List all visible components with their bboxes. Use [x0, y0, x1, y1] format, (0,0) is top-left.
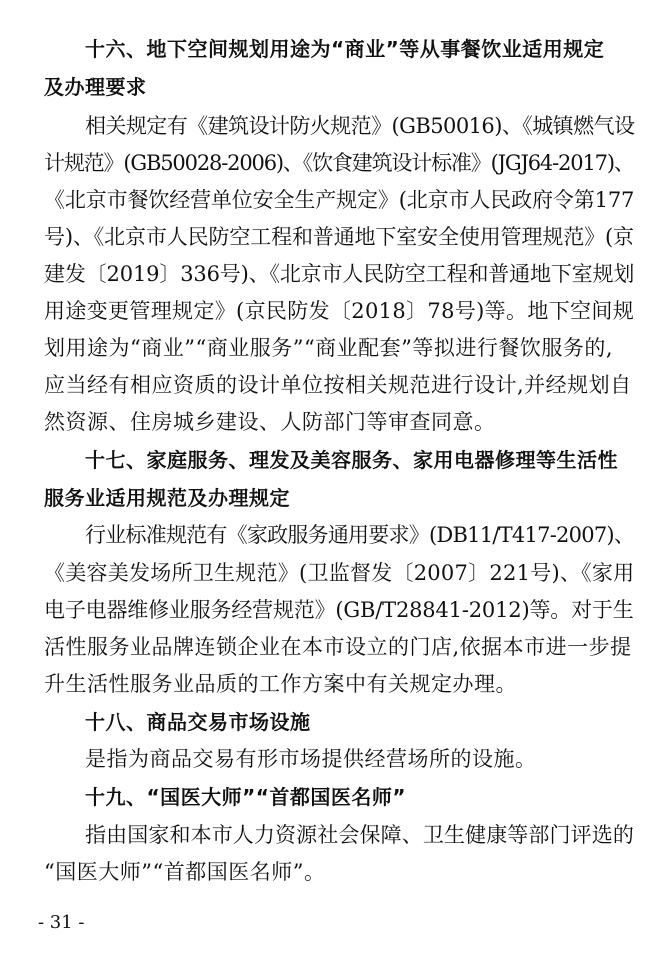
section-16-paragraph-line: 计规范》(GB50028-2006)、《饮食建筑设计标准》(JGJ64-2017)、	[44, 151, 634, 175]
section-16-paragraph-line: 然资源、住房城乡建设、人防部门等审查同意。	[44, 410, 496, 434]
section-19-paragraph-line: “国医大师”“首都国医名师”。	[44, 860, 326, 884]
section-19-paragraph-line: 指由国家和本市人力资源社会保障、卫生健康等部门评选的	[85, 823, 634, 847]
section-16-heading-line-2: 及办理要求	[44, 75, 147, 99]
page-number: - 31 -	[38, 912, 85, 933]
section-16-paragraph-line: 用途变更管理规定》(京民防发〔2018〕78号)等。地下空间规	[44, 299, 635, 323]
section-17-paragraph-line: 行业标准规范有《家政服务通用要求》(DB11/T417-2007)、	[85, 523, 635, 547]
section-16-paragraph-line: 应当经有相应资质的设计单位按相关规范进行设计,并经规划自	[44, 373, 632, 397]
section-16-heading-line-1: 十六、地下空间规划用途为“商业”等从事餐饮业适用规定	[85, 37, 605, 61]
section-17-heading-line-2: 服务业适用规范及办理规定	[44, 486, 290, 510]
section-16-paragraph-line: 号)、《北京市人民防空工程和普通地下室安全使用管理规范》(京	[44, 225, 634, 249]
section-17-paragraph-line: 电子电器维修业服务经营规范》(GB/T28841-2012)等。对于生	[44, 598, 634, 622]
section-16-paragraph-line: 划用途为“商业”“商业服务”“商业配套”等拟进行餐饮服务的,	[44, 336, 614, 360]
section-16-paragraph-line: 《北京市餐饮经营单位安全生产规定》(北京市人民政府令第177	[44, 188, 635, 212]
section-17-heading-line-1: 十七、家庭服务、理发及美容服务、家用电器修理等生活性	[85, 448, 618, 472]
section-18-paragraph-line: 是指为商品交易有形市场提供经营场所的设施。	[85, 747, 537, 771]
section-17-paragraph-line: 活性服务业品牌连锁企业在本市设立的门店,依据本市进一步提	[44, 635, 632, 659]
section-16-paragraph-line: 建发〔2019〕336号)、《北京市人民防空工程和普通地下室规划	[44, 262, 635, 286]
section-17-paragraph-line: 升生活性服务业品质的工作方案中有关规定办理。	[44, 672, 517, 696]
section-17-paragraph-line: 《美容美发场所卫生规范》(卫监督发〔2007〕221号)、《家用	[44, 561, 635, 585]
section-16-paragraph-line: 相关规定有《建筑设计防火规范》(GB50016)、《城镇燃气设	[85, 114, 635, 138]
section-19-heading: 十九、“国医大师”“首都国医名师”	[85, 785, 407, 809]
section-18-heading: 十八、商品交易市场设施	[85, 710, 311, 734]
